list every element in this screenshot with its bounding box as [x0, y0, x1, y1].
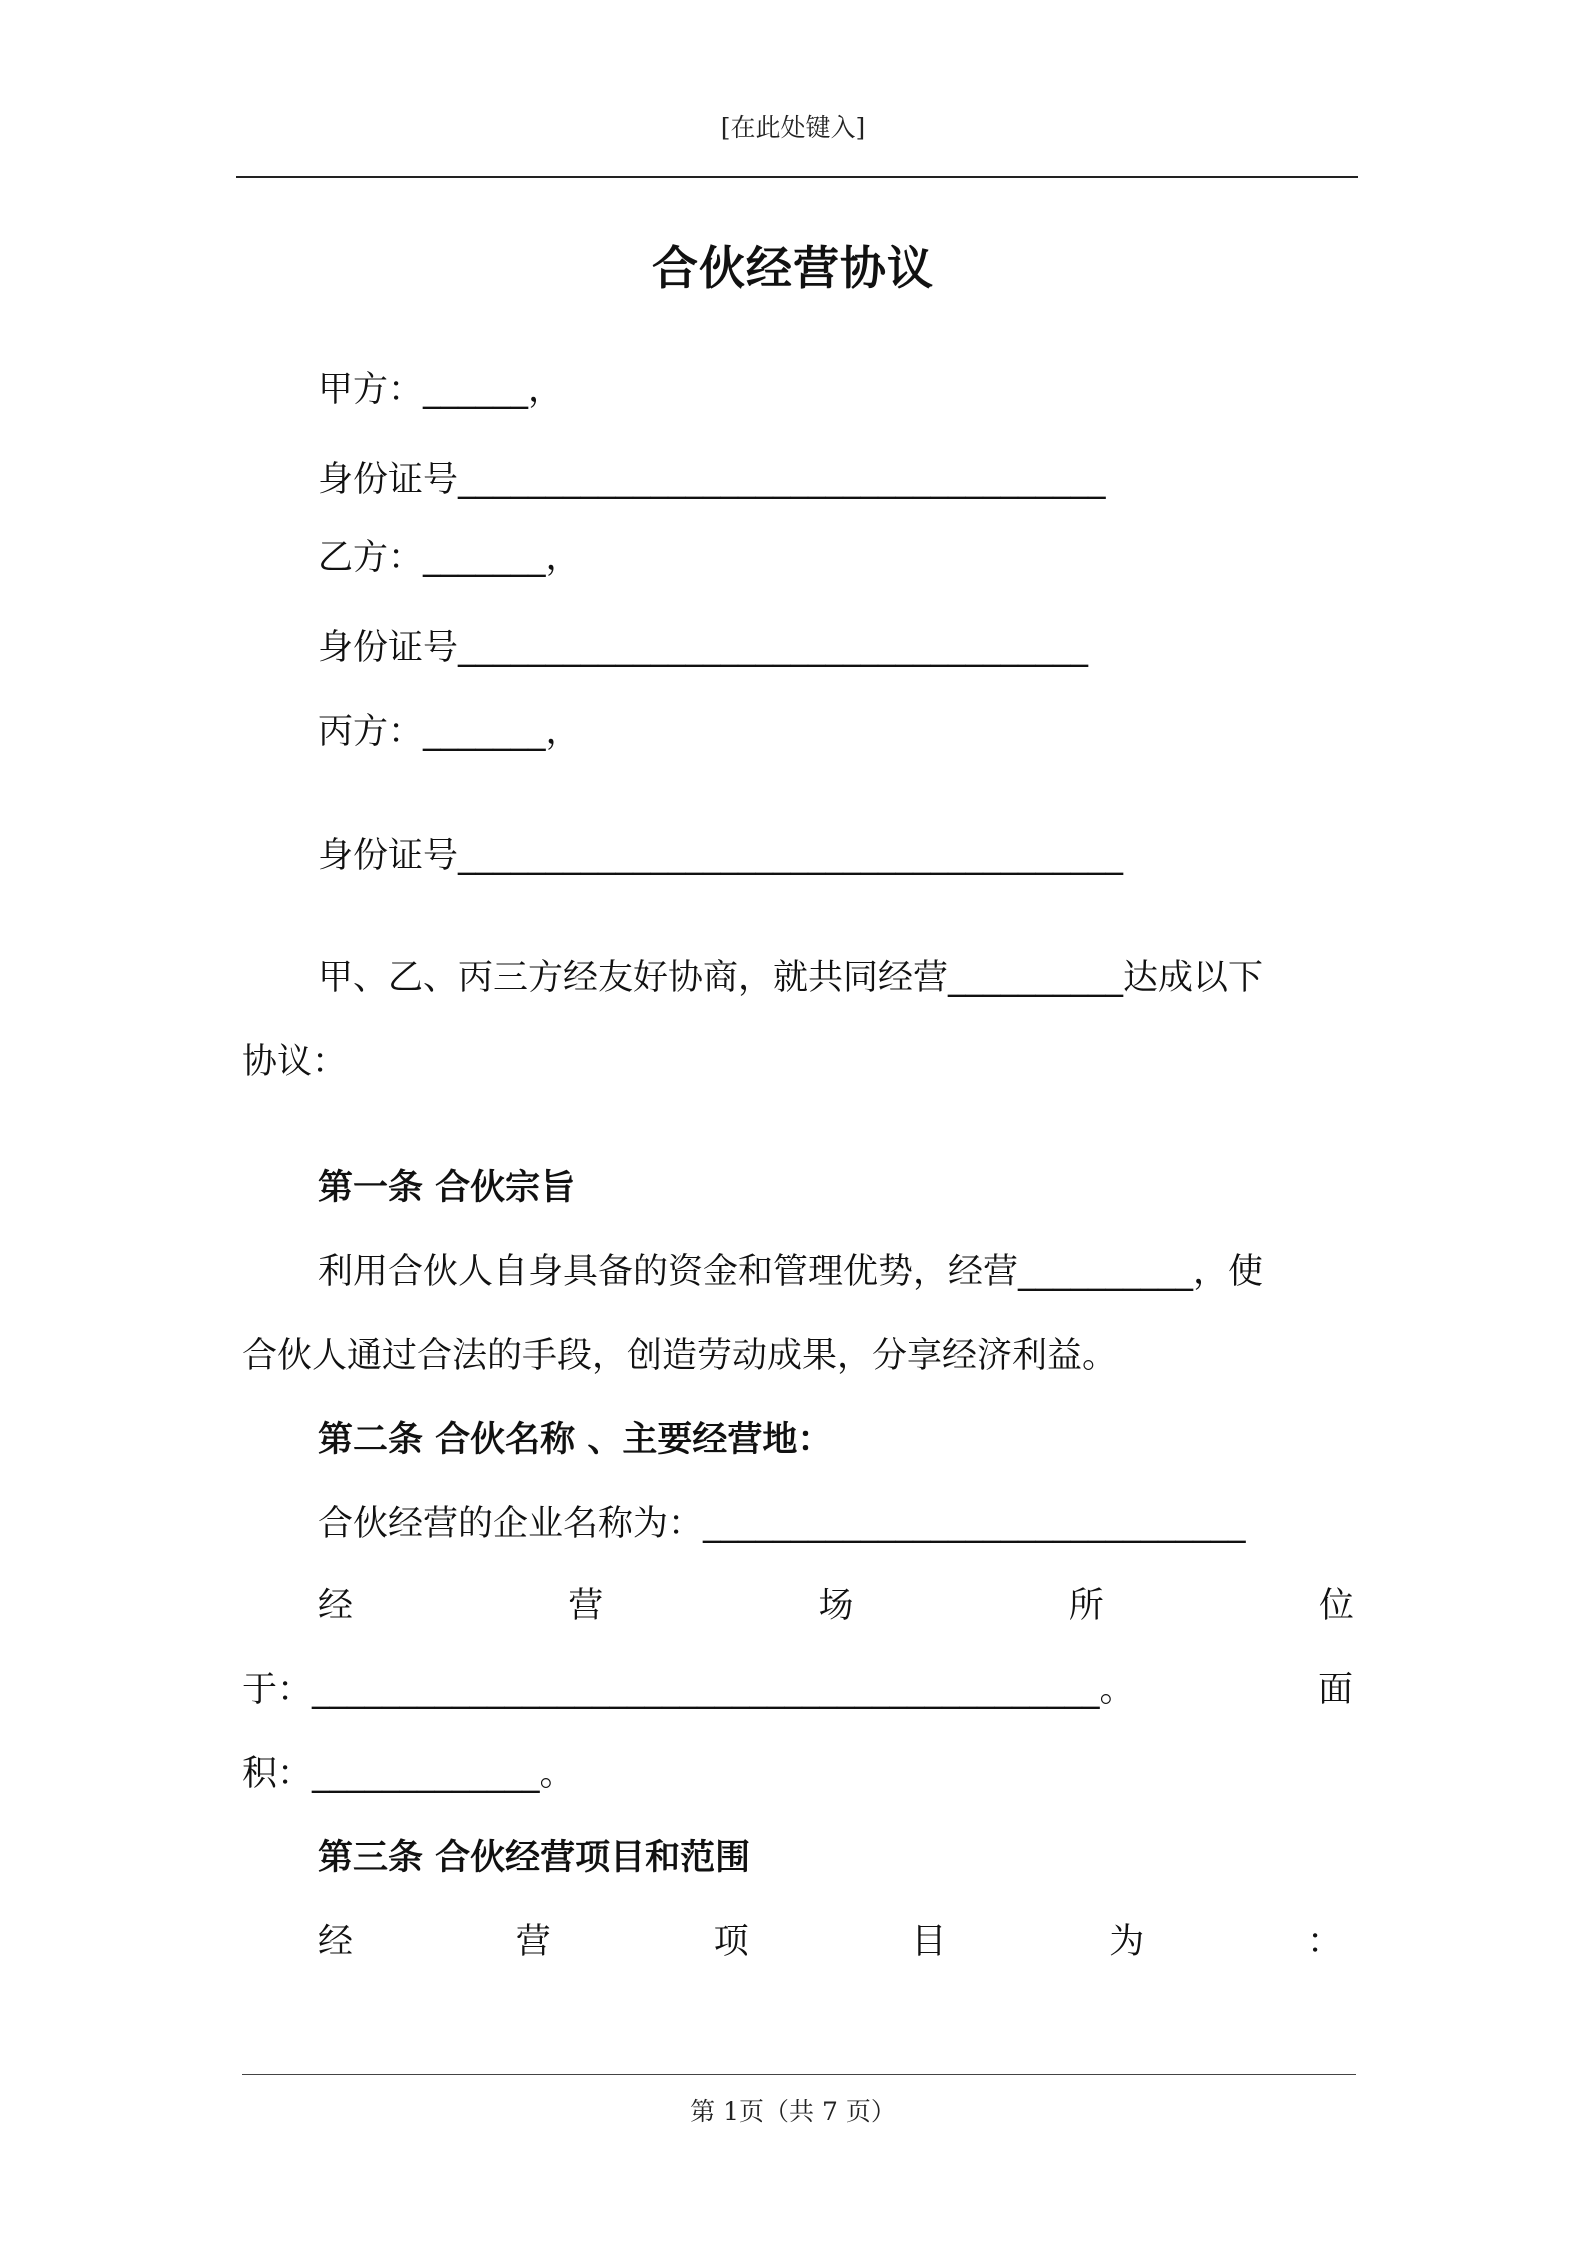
page-header: [在此处键入] — [720, 113, 866, 142]
article-1-heading: 第一条 合伙宗旨 — [318, 1168, 576, 1208]
article-1-line-1: 利用合伙人自身具备的资金和管理优势，经营__________，使 — [318, 1252, 1264, 1292]
article-2-company-name-line: 合伙经营的企业名称为：_______________________________ — [318, 1504, 1246, 1544]
intro-line-2: 协议： — [242, 1042, 348, 1082]
spread-char: 营 — [515, 1922, 551, 1962]
article-3-heading: 第三条 合伙经营项目和范围 — [318, 1838, 751, 1878]
spread-char: 场 — [818, 1586, 854, 1626]
page-footer: 第 1页（共 7 页） — [690, 2097, 896, 2126]
party-a-id-line: 身份证号_____________________________________ — [318, 460, 1106, 500]
article-2-area-line: 积：_____________。 — [242, 1754, 575, 1794]
party-b-line: 乙方：_______， — [318, 538, 581, 578]
article-3-items-line — [318, 1914, 1342, 1964]
spread-char: 位 — [1318, 1586, 1354, 1626]
spread-char: ： — [1306, 1922, 1342, 1962]
party-a-line: 甲方：______， — [318, 370, 564, 410]
party-c-id-line: 身份证号______________________________________ — [318, 836, 1124, 876]
article-2-heading: 第二条 合伙名称 、主要经营地： — [318, 1420, 833, 1460]
article-2-area-label-start: 面 — [1318, 1670, 1354, 1710]
spread-char: 为 — [1109, 1922, 1145, 1962]
spread-char: 经 — [318, 1586, 354, 1626]
party-c-line: 丙方：_______， — [318, 712, 581, 752]
spread-char: 项 — [713, 1922, 749, 1962]
spread-char: 经 — [318, 1922, 354, 1962]
document-title: 合伙经营协议 — [652, 241, 934, 295]
intro-line-1: 甲、乙、丙三方经友好协商，就共同经营__________达成以下 — [318, 958, 1264, 998]
footer-divider — [242, 2074, 1356, 2075]
party-b-id-line: 身份证号____________________________________ — [318, 628, 1089, 668]
spread-char: 所 — [1068, 1586, 1104, 1626]
article-2-location-blank-line: 于：_____________________________________________。 — [242, 1670, 1135, 1710]
spread-char: 目 — [911, 1922, 947, 1962]
header-divider — [236, 176, 1358, 178]
spread-char: 营 — [568, 1586, 604, 1626]
article-2-location-line — [318, 1578, 1354, 1628]
article-1-line-2: 合伙人通过合法的手段，创造劳动成果，分享经济利益。 — [242, 1336, 1118, 1376]
